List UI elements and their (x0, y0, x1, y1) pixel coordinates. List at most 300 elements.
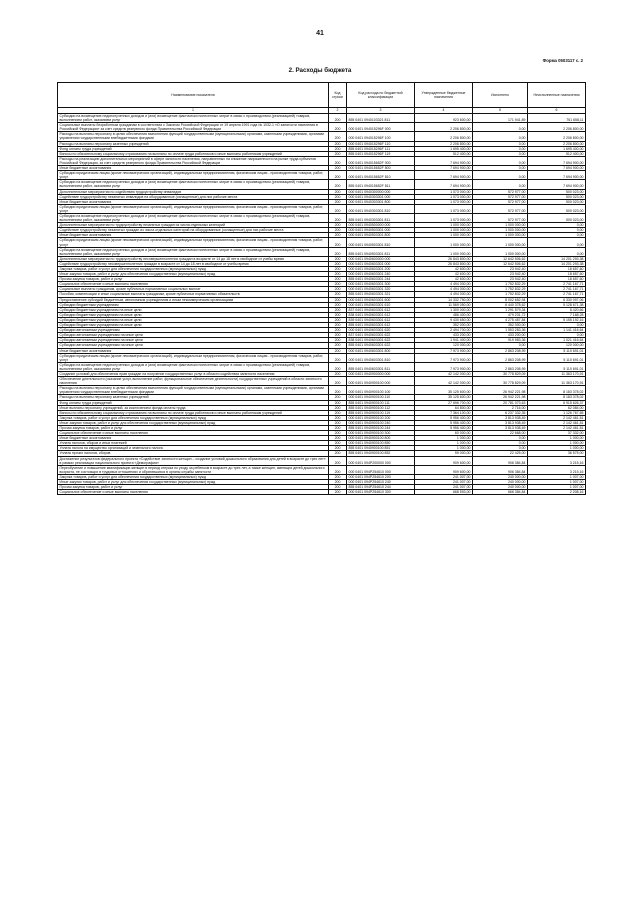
row-indicator-name: Уплата налога на имущество организаций и земельного налога (58, 446, 329, 451)
row-indicator-name: Расходы на выплаты персоналу в целях обеспечения выполнения функций государственными (муниципальными) органами, казенными учреждениями, органами управления государственными внебюджетными фондами (58, 132, 329, 141)
row-executed-amount: 0,00 (473, 156, 528, 165)
column-number: 5 (473, 108, 528, 114)
table-row (58, 238, 586, 247)
row-indicator-name: Содействие трудоустройству незанятых граждан из числа отдельных категорий на оборудованные (оснащенные) для них рабочие места (58, 228, 329, 233)
row-line-code: 200 (329, 267, 347, 272)
row-unexecuted-amount: 2 208,16 (528, 490, 586, 495)
row-approved-amount: 35 125 600,00 (415, 395, 473, 400)
row-classification-code: 000 0401 0940900100 100 (347, 386, 415, 395)
row-line-code: 200 (329, 228, 347, 233)
row-unexecuted-amount: 3 215,16 (528, 465, 586, 474)
row-approved-amount: 241 007,00 (415, 474, 473, 479)
row-unexecuted-amount: 18 657,60 (528, 267, 586, 272)
row-approved-amount: 26 843 800,00 (415, 261, 473, 266)
row-indicator-name: Иные выплаты персоналу учреждений, за исключением фонда оплаты труда (58, 405, 329, 410)
row-approved-amount: 7 973 900,00 (415, 353, 473, 362)
row-approved-amount: 1 073 000,00 (415, 213, 473, 222)
row-executed-amount: 572 977,00 (473, 199, 528, 204)
row-unexecuted-amount: 1 000,00 (528, 446, 586, 451)
table-row (58, 123, 586, 132)
row-indicator-name: Субсидии бюджетным учреждениям на иные цели (58, 312, 329, 317)
row-unexecuted-amount: 1 007,00 (528, 480, 586, 485)
row-unexecuted-amount: 36 575,00 (528, 451, 586, 456)
row-classification-code: 855 0401 094015296F 119 (347, 151, 415, 156)
row-unexecuted-amount: 1 007,00 (528, 474, 586, 479)
row-indicator-name: Прочая закупка товаров, работ и услуг (58, 426, 329, 431)
row-unexecuted-amount: 1 141 416,64 (528, 328, 586, 333)
table-row (58, 362, 586, 371)
row-indicator-name: Фонд оплаты труда учреждений (58, 400, 329, 405)
row-unexecuted-amount: 2 142 461,51 (528, 420, 586, 425)
row-classification-code: 000 0401 0940900000 000 (347, 371, 415, 376)
row-approved-amount: 35 125 600,00 (415, 386, 473, 395)
row-indicator-name: Закупка товаров, работ и услуг для обеспечения государственных (муниципальных) нужд (58, 474, 329, 479)
row-classification-code: 855 0401 0940900100 119 (347, 410, 415, 415)
table-row (58, 156, 586, 165)
table-row (58, 456, 586, 465)
header-indicator-name: Наименование показателя (58, 83, 329, 108)
row-classification-code: 000 0401 0940603301 600 (347, 297, 415, 302)
row-classification-code: 837 0401 0940603301 612 (347, 307, 415, 312)
row-approved-amount: 2 206 800,00 (415, 123, 473, 132)
row-unexecuted-amount: 2 206 800,00 (528, 141, 586, 146)
row-approved-amount: 4 494 000,00 (415, 287, 473, 292)
row-unexecuted-amount: 1 007,00 (528, 485, 586, 490)
row-classification-code: 855 0401 0940900100 851 (347, 446, 415, 451)
row-classification-code: 855 0401 0940603301 612 (347, 323, 415, 328)
row-line-code: 200 (329, 377, 347, 386)
row-classification-code: 000 0401 0940900100 000 (347, 377, 415, 386)
row-line-code: 200 (329, 302, 347, 307)
row-classification-code: 855 0401 0940603301 321 (347, 292, 415, 297)
row-approved-amount: 7 694 900,00 (415, 166, 473, 171)
row-classification-code: 839 0401 0940603301 612 (347, 317, 415, 322)
row-classification-code: 000 0401 0940603301 240 (347, 272, 415, 277)
row-unexecuted-amount: 1 695 400,00 (528, 146, 586, 151)
row-line-code: 200 (329, 204, 347, 213)
row-executed-amount: 12 642 506,62 (473, 256, 528, 261)
row-approved-amount: 512 400,00 (415, 151, 473, 156)
row-approved-amount: 5 956 400,00 (415, 420, 473, 425)
table-row (58, 465, 586, 474)
row-classification-code: 000 0401 094P254610 200 (347, 474, 415, 479)
row-approved-amount: 60 000,00 (415, 431, 473, 436)
row-indicator-name: Прочая закупка товаров, работ и услуг (58, 277, 329, 282)
row-unexecuted-amount: 8 420,66 (528, 307, 586, 312)
row-unexecuted-amount: 5 110 691,01 (528, 353, 586, 362)
header-unexecuted: Неисполненные назначения (528, 83, 586, 108)
row-indicator-name: Иные бюджетные ассигнования (58, 436, 329, 441)
row-executed-amount: 1 752 832,29 (473, 292, 528, 297)
row-line-code: 200 (329, 141, 347, 146)
row-approved-amount: 241 007,00 (415, 480, 473, 485)
row-executed-amount: 1 752 832,29 (473, 287, 528, 292)
row-classification-code: 855 0401 0940900100 111 (347, 400, 415, 405)
row-line-code: 200 (329, 297, 347, 302)
page-number: 41 (316, 30, 324, 37)
header-line-code: Код строки (329, 83, 347, 108)
row-unexecuted-amount: 18 657,60 (528, 272, 586, 277)
row-line-code: 200 (329, 480, 347, 485)
row-indicator-name: Взносы по обязательному социальному страхованию на выплаты по оплате труда работников и иные выплаты работникам учреждений (58, 151, 329, 156)
row-classification-code: 000 0401 094P254610 240 (347, 480, 415, 485)
row-executed-amount: 352 000,00 (473, 323, 528, 328)
row-unexecuted-amount: 1 000,00 (528, 441, 586, 446)
row-line-code: 200 (329, 386, 347, 395)
table-row (58, 490, 586, 495)
row-indicator-name: Иные бюджетные ассигнования (58, 166, 329, 171)
row-unexecuted-amount: 5 128 671,38 (528, 302, 586, 307)
row-classification-code: 000 0401 0940503301 000 (347, 228, 415, 233)
row-unexecuted-amount: 120 000,00 (528, 343, 586, 348)
row-executed-amount: 2 863 208,99 (473, 348, 528, 353)
row-classification-code: 000 0401 094015296F 000 (347, 123, 415, 132)
table-row (58, 353, 586, 362)
row-executed-amount: 572 977,00 (473, 213, 528, 222)
row-executed-amount: 0,00 (473, 436, 528, 441)
row-executed-amount: 12 642 506,62 (473, 261, 528, 266)
row-indicator-name: Расходы на выплаты персоналу казенных учреждений (58, 141, 329, 146)
header-approved-appropriations: Утвержденные бюджетные назначения (415, 83, 473, 108)
row-approved-amount: 7 973 900,00 (415, 362, 473, 371)
row-approved-amount: 486 400,00 (415, 312, 473, 317)
table-row (58, 247, 586, 256)
row-indicator-name: Субсидии автономным учреждениям (58, 328, 329, 333)
row-executed-amount: 23 942,40 (473, 272, 528, 277)
row-executed-amount: 906 384,84 (473, 456, 528, 465)
row-executed-amount: 8 002 652,94 (473, 297, 528, 302)
row-line-code: 200 (329, 247, 347, 256)
row-line-code: 200 (329, 282, 347, 287)
row-indicator-name: Иные закупки товаров, работ и услуг для обеспечения государственных (муниципальных) нужд (58, 272, 329, 277)
row-unexecuted-amount: 500 023,00 (528, 199, 586, 204)
row-unexecuted-amount: 500 023,00 (528, 189, 586, 194)
row-executed-amount: 240 000,00 (473, 474, 528, 479)
row-executed-amount: 0,00 (473, 146, 528, 151)
row-approved-amount: 42 600,00 (415, 272, 473, 277)
row-indicator-name: Субсидии автономным учреждениям на иные цели (58, 333, 329, 338)
row-executed-amount: 0,00 (473, 343, 528, 348)
row-unexecuted-amount: 37 332,00 (528, 431, 586, 436)
section-title: 2. Расходы бюджета (288, 67, 352, 74)
row-executed-amount: 0,00 (473, 441, 528, 446)
row-approved-amount: 14 332 750,00 (415, 297, 473, 302)
row-indicator-name: Субсидии на возмещение недополученных доходов и (или) возмещение фактически понесенных затрат в связи с производством (реализацией) товаров, выполнением работ, оказанием услуг (58, 213, 329, 222)
row-line-code: 200 (329, 312, 347, 317)
row-executed-amount: 240 000,00 (473, 485, 528, 490)
row-approved-amount: 11 569 050,00 (415, 302, 473, 307)
table-row (58, 386, 586, 395)
row-approved-amount: 1 073 000,00 (415, 189, 473, 194)
row-line-code: 200 (329, 465, 347, 474)
row-executed-amount: 30 778 829,09 (473, 377, 528, 386)
row-unexecuted-amount: 7 694 900,00 (528, 180, 586, 189)
row-line-code: 200 (329, 166, 347, 171)
row-unexecuted-amount: 11 363 170,91 (528, 377, 586, 386)
row-indicator-name: Социальное обеспечение и иные выплаты населению (58, 431, 329, 436)
row-approved-amount: 668 593,00 (415, 490, 473, 495)
row-classification-code: 838 0401 0940603301 612 (347, 312, 415, 317)
row-executed-amount: 26 942 221,98 (473, 386, 528, 395)
row-approved-amount: 7 694 900,00 (415, 171, 473, 180)
row-unexecuted-amount: 3 215,16 (528, 456, 586, 465)
row-executed-amount: 572 977,00 (473, 204, 528, 213)
row-approved-amount: 1 000 000,00 (415, 238, 473, 247)
row-approved-amount: 1 073 000,00 (415, 194, 473, 199)
row-unexecuted-amount: 0,00 (528, 233, 586, 238)
row-line-code: 200 (329, 371, 347, 376)
row-indicator-name: Дополнительные мероприятия по трудоустройству незанятых граждан из числа отдельных категорий (58, 223, 329, 228)
row-classification-code: 855 0401 0940603301 244 (347, 277, 415, 282)
table-row (58, 132, 586, 141)
row-classification-code: 000 0401 0940603301 620 (347, 328, 415, 333)
row-unexecuted-amount: 6 915 626,37 (528, 400, 586, 405)
row-line-code: 200 (329, 277, 347, 282)
row-indicator-name: Содействие трудоустройству несовершеннолетних граждан в возрасте от 14 до 18 лет в свободное от учебы время (58, 261, 329, 266)
row-executed-amount: 22 668,00 (473, 431, 528, 436)
row-classification-code: 000 0401 094015296F 100 (347, 132, 415, 141)
row-unexecuted-amount: 1 126 767,65 (528, 410, 586, 415)
row-approved-amount: 909 600,00 (415, 465, 473, 474)
row-executed-amount: 1 000 000,00 (473, 238, 528, 247)
row-indicator-name: Иные бюджетные ассигнования (58, 199, 329, 204)
row-indicator-name: Иные бюджетные ассигнования (58, 233, 329, 238)
row-approved-amount: 7 364 100,00 (415, 410, 473, 415)
row-indicator-name: Расходы на реализацию дополнительных мероприятий в сфере занятости населения, направленных на снижение напряженности на рынке труда субъектов Российской Федерации, за счет средств резервного фонда Правительства Российской Федерации (58, 156, 329, 165)
row-approved-amount: 4 494 000,00 (415, 282, 473, 287)
row-indicator-name: Субсидии бюджетным учреждениям на иные цели (58, 307, 329, 312)
row-unexecuted-amount: 0,00 (528, 228, 586, 233)
row-line-code: 200 (329, 180, 347, 189)
row-indicator-name: Социальные выплаты безработным гражданам в соответствии с Законом Российской Федерации от 19 апреля 1991 года № 1032-1 «О занятости населения в Российской Федерации» за счет средств резервного фонда Правительства Российской Федерации (58, 123, 329, 132)
row-unexecuted-amount: 14 201 293,38 (528, 256, 586, 261)
row-classification-code: 000 0401 0940900100 240 (347, 420, 415, 425)
row-line-code: 200 (329, 272, 347, 277)
row-approved-amount: 909 600,00 (415, 456, 473, 465)
row-classification-code: 000 0401 0940500000 000 (347, 223, 415, 228)
row-line-code: 200 (329, 238, 347, 247)
row-executed-amount: 1 553 283,36 (473, 328, 528, 333)
row-line-code: 200 (329, 146, 347, 151)
row-unexecuted-amount: 5 155 192,16 (528, 317, 586, 322)
row-unexecuted-amount: 11 363 170,91 (528, 371, 586, 376)
column-number: 2 (329, 108, 347, 114)
row-classification-code: 000 0401 0940600000 000 (347, 256, 415, 261)
row-unexecuted-amount: 0,00 (528, 333, 586, 338)
column-number: 1 (58, 108, 329, 114)
row-classification-code: 000 0401 094P200000 000 (347, 456, 415, 465)
row-classification-code: 000 0401 0940603301 610 (347, 302, 415, 307)
row-indicator-name: Достижение результатов федерального проекта «Содействие занятости женщин – создание условий дошкольного образования для детей в возрасте до трех лет» в рамках реализации национального проекта «Демография» (58, 456, 329, 465)
row-unexecuted-amount: 1 000,00 (528, 436, 586, 441)
row-executed-amount: 0,00 (473, 132, 528, 141)
row-approved-amount: 7 694 900,00 (415, 156, 473, 165)
row-executed-amount: 20 781 073,63 (473, 400, 528, 405)
table-row (58, 114, 586, 123)
row-classification-code: 855 0401 0940900100 244 (347, 426, 415, 431)
row-unexecuted-amount: 2 206 800,00 (528, 132, 586, 141)
row-indicator-name: Социальные выплаты гражданам, кроме публичных нормативных социальных выплат (58, 287, 329, 292)
row-classification-code: 000 0401 0940900100 300 (347, 431, 415, 436)
row-line-code: 200 (329, 353, 347, 362)
row-line-code: 200 (329, 474, 347, 479)
table-row (58, 213, 586, 222)
row-unexecuted-amount: 7 168,28 (528, 312, 586, 317)
row-executed-amount: 0,00 (473, 151, 528, 156)
row-line-code: 200 (329, 132, 347, 141)
row-line-code: 200 (329, 395, 347, 400)
row-approved-amount: 5 956 400,00 (415, 415, 473, 420)
row-classification-code: 000 0401 0940900100 110 (347, 395, 415, 400)
row-line-code: 200 (329, 426, 347, 431)
row-approved-amount: 26 843 800,00 (415, 256, 473, 261)
row-line-code: 200 (329, 171, 347, 180)
row-indicator-name: Субсидии юридическим лицам (кроме некоммерческих организаций), индивидуальным предпринимателям, физическим лицам - производителям товаров, работ, услуг (58, 353, 329, 362)
row-line-code: 200 (329, 441, 347, 446)
row-line-code: 200 (329, 114, 347, 123)
row-executed-amount: 0,00 (473, 171, 528, 180)
row-unexecuted-amount: 7 694 900,00 (528, 166, 586, 171)
row-approved-amount: 42 142 000,00 (415, 371, 473, 376)
row-line-code: 200 (329, 436, 347, 441)
row-executed-amount: 23 942,40 (473, 277, 528, 282)
row-unexecuted-amount: 0,00 (528, 238, 586, 247)
form-code-label: Форма 0503117 с. 2 (542, 58, 583, 63)
row-approved-amount: 1 073 000,00 (415, 199, 473, 204)
row-classification-code: 000 0401 094015652F 810 (347, 171, 415, 180)
row-indicator-name: Уплата прочих налогов, сборов (58, 451, 329, 456)
row-executed-amount: 1 000 000,00 (473, 228, 528, 233)
row-unexecuted-amount: 751 658,11 (528, 114, 586, 123)
row-classification-code: 000 0401 0940603301 200 (347, 267, 415, 272)
row-classification-code: 000 0401 0940303301 800 (347, 199, 415, 204)
row-approved-amount: 5 956 400,00 (415, 426, 473, 431)
row-line-code: 200 (329, 410, 347, 415)
row-classification-code: 000 0401 0940603301 000 (347, 261, 415, 266)
budget-expenses-table (57, 82, 586, 495)
row-classification-code: 000 0401 094015296F 110 (347, 141, 415, 146)
row-classification-code: 000 0401 0940603301 320 (347, 287, 415, 292)
row-executed-amount: 2 716,00 (473, 405, 528, 410)
row-line-code: 200 (329, 223, 347, 228)
row-unexecuted-amount: 0,00 (528, 247, 586, 256)
row-executed-amount: 1 752 832,29 (473, 282, 528, 287)
row-approved-amount: 433 200,00 (415, 333, 473, 338)
row-indicator-name: Субсидии бюджетным учреждениям на иные цели (58, 323, 329, 328)
row-classification-code: 000 0401 0940900100 200 (347, 415, 415, 420)
row-unexecuted-amount: 1 021 416,64 (528, 338, 586, 343)
row-indicator-name: Взносы по обязательному социальному страхованию на выплаты по оплате труда работников и иные выплаты работникам учреждений (58, 410, 329, 415)
row-approved-amount: 1 000,00 (415, 446, 473, 451)
row-unexecuted-amount: 2 142 461,51 (528, 415, 586, 420)
row-classification-code: 000 0401 094P254610 000 (347, 465, 415, 474)
column-number: 6 (528, 108, 586, 114)
row-unexecuted-amount: 2 206 800,00 (528, 123, 586, 132)
row-approved-amount: 1 000,00 (415, 441, 473, 446)
row-indicator-name: Прочая закупка товаров, работ и услуг (58, 485, 329, 490)
row-executed-amount: 1 000 000,00 (473, 223, 528, 228)
row-line-code: 200 (329, 323, 347, 328)
row-unexecuted-amount: 0,00 (528, 223, 586, 228)
row-unexecuted-amount: 6 330 097,06 (528, 297, 586, 302)
row-approved-amount: 1 000,00 (415, 436, 473, 441)
row-executed-amount: 0,00 (473, 180, 528, 189)
row-line-code: 200 (329, 446, 347, 451)
row-line-code: 200 (329, 256, 347, 261)
row-executed-amount: 1 000 000,00 (473, 233, 528, 238)
row-indicator-name: Социальное обеспечение и иные выплаты населению (58, 490, 329, 495)
row-executed-amount: 6 237 332,35 (473, 410, 528, 415)
row-classification-code: 855 0401 0940603301 811 (347, 362, 415, 371)
row-executed-amount: 1 000 000,00 (473, 247, 528, 256)
row-executed-amount: 479 231,72 (473, 312, 528, 317)
row-unexecuted-amount: 62 084,00 (528, 405, 586, 410)
row-indicator-name: Переобучение и повышение квалификации женщин в период отпуска по уходу за ребенком в возрасте до трех лет, а также женщин, имеющих детей дошкольного возраста, не состоящих в трудовых отношениях и обратившихся в органы службы занятости (58, 465, 329, 474)
row-line-code: 200 (329, 485, 347, 490)
row-unexecuted-amount: 5 110 691,01 (528, 362, 586, 371)
row-executed-amount: 919 983,36 (473, 338, 528, 343)
row-unexecuted-amount: 8 183 378,02 (528, 395, 586, 400)
row-unexecuted-amount: 5 110 691,01 (528, 348, 586, 353)
row-indicator-name: Субсидии на возмещение недополученных доходов и (или) возмещение фактически понесенных затрат в связи с производством (реализацией) товаров, выполнением работ, оказанием услуг (58, 247, 329, 256)
row-executed-amount: 23 942,40 (473, 267, 528, 272)
row-classification-code: 855 0401 0940103321 811 (347, 114, 415, 123)
row-approved-amount: 64 800,00 (415, 405, 473, 410)
row-executed-amount: 2 863 208,99 (473, 362, 528, 371)
column-number: 3 (347, 108, 415, 114)
row-indicator-name: Субсидии автономным учреждениям на иные цели (58, 343, 329, 348)
row-indicator-name: Иные закупки товаров, работ и услуг для обеспечения государственных (муниципальных) нужд (58, 420, 329, 425)
row-executed-amount: 906 384,84 (473, 465, 528, 474)
row-indicator-name: Обеспечение деятельности (оказание услуг, выполнение работ, функциональное обеспечение деятельности) государственных учреждений в области занятости населения (58, 377, 329, 386)
row-classification-code: 000 0401 0940603301 300 (347, 282, 415, 287)
row-approved-amount: 923 600,00 (415, 114, 473, 123)
row-line-code: 200 (329, 123, 347, 132)
row-executed-amount: 3 813 938,49 (473, 426, 528, 431)
row-classification-code: 837 0401 0940603301 622 (347, 333, 415, 338)
row-executed-amount: 3 813 938,49 (473, 415, 528, 420)
row-line-code: 200 (329, 348, 347, 353)
row-line-code: 200 (329, 261, 347, 266)
row-approved-amount: 1 073 000,00 (415, 204, 473, 213)
row-line-code: 200 (329, 292, 347, 297)
row-classification-code: 000 0401 0940900100 850 (347, 441, 415, 446)
row-line-code: 200 (329, 451, 347, 456)
row-line-code: 200 (329, 400, 347, 405)
row-indicator-name: Расходы на выплаты персоналу казенных учреждений (58, 395, 329, 400)
row-executed-amount: 3 813 938,49 (473, 420, 528, 425)
row-indicator-name: Предоставление субсидий бюджетным, автономным учреждениям и иным некоммерческим организациям (58, 297, 329, 302)
row-approved-amount: 1 000 000,00 (415, 228, 473, 233)
row-indicator-name: Пособия, компенсации и иные социальные выплаты гражданам, кроме публичных нормативных обязательств (58, 292, 329, 297)
row-classification-code: 000 0401 0940503301 800 (347, 233, 415, 238)
row-indicator-name: Субсидии на возмещение недополученных доходов и (или) возмещение фактически понесенных затрат в связи с производством (реализацией) товаров, выполнением работ, оказанием услуг (58, 114, 329, 123)
row-indicator-name: Субсидии бюджетным учреждениям на иные цели (58, 317, 329, 322)
row-executed-amount: 572 977,00 (473, 194, 528, 199)
row-line-code: 200 (329, 156, 347, 165)
row-approved-amount: 9 430 650,00 (415, 317, 473, 322)
row-executed-amount: 4 275 457,84 (473, 317, 528, 322)
row-classification-code: 000 0401 0940603301 800 (347, 348, 415, 353)
row-executed-amount: 6 440 378,62 (473, 302, 528, 307)
row-line-code: 200 (329, 420, 347, 425)
row-approved-amount: 42 600,00 (415, 277, 473, 282)
row-approved-amount: 241 007,00 (415, 485, 473, 490)
row-unexecuted-amount: 500 023,00 (528, 213, 586, 222)
row-indicator-name: Иные закупки товаров, работ и услуг для обеспечения государственных (муниципальных) нужд (58, 480, 329, 485)
row-classification-code: 855 0401 0940603301 622 (347, 343, 415, 348)
row-indicator-name: Закупка товаров, работ и услуг для обеспечения государственных (муниципальных) нужд (58, 415, 329, 420)
